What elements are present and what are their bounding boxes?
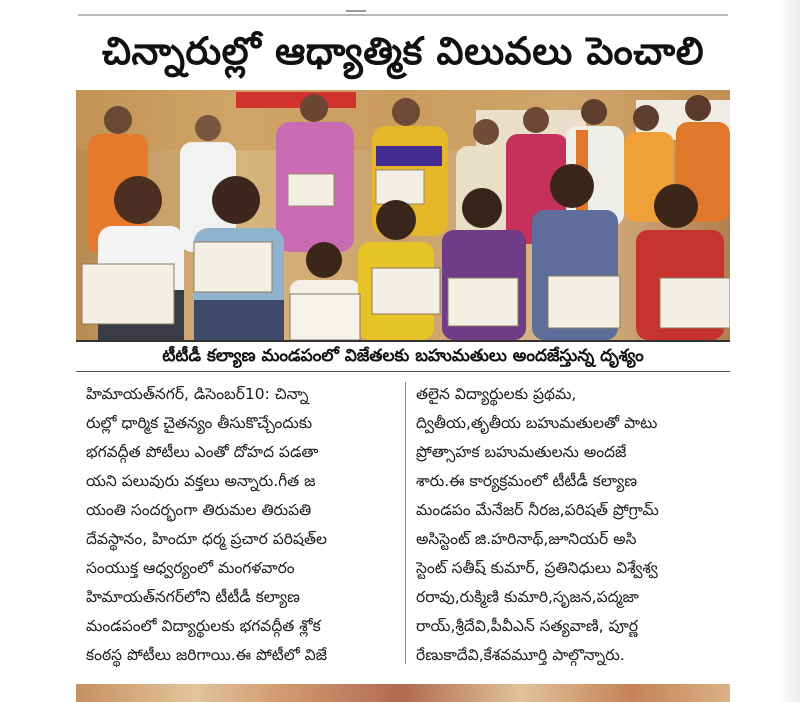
body-line: దేవస్థానం, హిందూ ధర్మ ప్రచార పరిషత్‌ల	[86, 530, 328, 548]
body-line: శారు.ఈ కార్యక్రమంలో టీటీడీ కల్యాణ	[416, 472, 637, 490]
body-line: ప్రోత్సాహక బహుమతులను అందజే	[416, 443, 627, 461]
headline: చిన్నారుల్లో ఆధ్యాత్మిక విలువలు పెంచాలి	[101, 29, 705, 73]
body-line: కంఠస్థ పోటీలు జరిగాయి.ఈ పోటీలో విజే	[86, 646, 327, 664]
article-column-left	[86, 380, 408, 670]
article-photo	[76, 90, 730, 340]
next-article-photo-strip	[76, 684, 730, 702]
body-line: రాయ్,శ్రీదేవి,పీవీఎన్ సత్యవాణి, పూర్ణ	[416, 617, 639, 635]
column-divider	[405, 382, 406, 664]
body-line: యని పలువురు వక్తలు అన్నారు.గీత జ	[86, 472, 316, 490]
body-line: హిమాయత్‌నగర్‌లోని టీటీడీ కల్యాణ	[86, 588, 300, 606]
top-rule	[78, 14, 728, 16]
body-line: రుల్లో ధార్మిక చైతన్యం తీసుకొచ్చేందుకు	[86, 414, 313, 432]
body-line: యంతి సందర్భంగా తిరుమల తిరుపతి	[86, 501, 312, 519]
group-photo-image	[76, 90, 730, 340]
body-line: రేణుకాదేవి,కేశవమూర్తి పాల్గొన్నారు.	[416, 646, 625, 664]
body-line: స్టెంట్ సతీష్ కుమార్, ప్రతినిధులు విశ్వేశ్వ	[416, 559, 658, 577]
photo-caption: టీటీడీ కల్యాణ మండపంలో విజేతలకు బహుమతులు అందజేస్తున్న దృశ్యం	[162, 346, 644, 366]
body-line: రరావు,రుక్మిణి కుమారి,సృజన,పద్మజా	[416, 588, 639, 606]
top-rule-mark	[346, 2, 366, 12]
body-line: మండపంలో విద్యార్థులకు భగవద్గీత శ్లోక	[86, 617, 321, 635]
article-column-right	[416, 380, 738, 670]
body-line: హిమాయత్‌నగర్, డిసెంబర్‌10: చిన్నా	[86, 385, 309, 403]
body-line: భగవద్గీత పోటీలు ఎంతో దోహద పడతా	[86, 443, 319, 461]
body-line: అసిస్టెంట్ జి.హరినాథ్,జూనియర్ అసి	[416, 530, 637, 548]
page-edge-shadow	[778, 0, 800, 702]
body-line: మండపం మేనేజర్ నీరజ,పరిషత్ ప్రోగ్రామ్	[416, 501, 659, 519]
body-line: సంయుక్త ఆధ్వర్యంలో మంగళవారం	[86, 559, 295, 577]
body-line: తలైన విద్యార్థులకు ప్రథమ,	[416, 385, 577, 403]
body-line: ద్వితీయ,తృతీయ బహుమతులతో పాటు	[416, 414, 658, 432]
caption-bottom-rule	[76, 371, 730, 372]
